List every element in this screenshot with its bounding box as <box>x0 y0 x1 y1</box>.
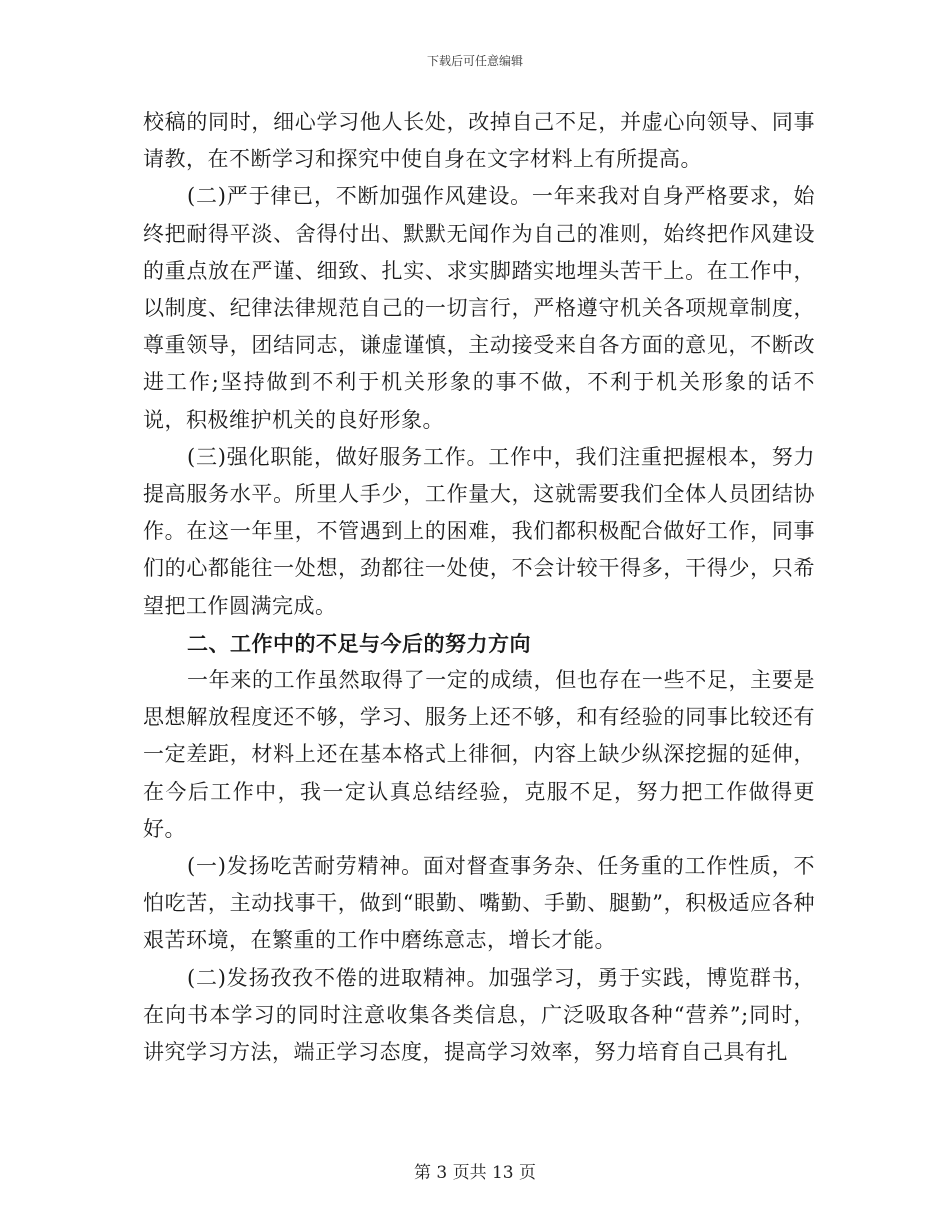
section-heading-shortcomings: 二、工作中的不足与今后的努力方向 <box>187 630 531 656</box>
paragraph-continuation: 校稿的同时，细心学习他人长处，改掉自己不足，并虚心向领导、同事请教，在不断学习和探究中使自身在文字材料上有所提高。 <box>143 110 815 172</box>
paragraph-enterprising: (二)发扬孜孜不倦的进取精神。加强学习，勇于实践，博览群书，在向书本学习的同时注意收集各类信息，广泛吸取各种“营养”;同时，讲究学习方法，端正学习态度，提高学习效率，努力培育自己具有扎 <box>143 965 815 1065</box>
paragraph-work-style: (二)严于律已，不断加强作风建设。一年来我对自身严格要求，始终把耐得平淡、舍得付出、默默无闻作为自己的准则，始终把作风建设的重点放在严谨、细致、扎实、求实脚踏实地埋头苦干上。在工作中，以制度、纪律法律规范自己的一切言行，严格遵守机关各项规章制度，尊重领导，团结同志，谦虚谨慎，主动接受来自各方面的意见，不断改进工作;坚持做到不利于机关形象的事不做，不利于机关形象的话不说，积极维护机关的良好形象。 <box>143 184 815 432</box>
paragraph-shortcomings: 一年来的工作虽然取得了一定的成绩，但也存在一些不足，主要是思想解放程度还不够，学习、服务上还不够，和有经验的同事比较还有一定差距，材料上还在基本格式上徘徊，内容上缺少纵深挖掘的延伸，在今后工作中，我一定认真总结经验，克服不足，努力把工作做得更好。 <box>143 668 815 841</box>
document-body <box>143 104 815 1071</box>
page-number: 第 3 页共 13 页 <box>413 1163 537 1183</box>
paragraph-hardworking: (一)发扬吃苦耐劳精神。面对督查事务杂、任务重的工作性质，不怕吃苦，主动找事干，做到“眼勤、嘴勤、手勤、腿勤”，积极适应各种艰苦环境，在繁重的工作中磨练意志，增长才能。 <box>143 854 815 953</box>
page-header-note: 下载后可任意编辑 <box>426 54 523 68</box>
paragraph-service: (三)强化职能，做好服务工作。工作中，我们注重把握根本，努力提高服务水平。所里人手少，工作量大，这就需要我们全体人员团结协作。在这一年里，不管遇到上的困难，我们都积极配合做好工作，同事们的心都能往一处想，劲都往一处使，不会计较干得多，干得少，只希望把工作圆满完成。 <box>143 444 815 618</box>
